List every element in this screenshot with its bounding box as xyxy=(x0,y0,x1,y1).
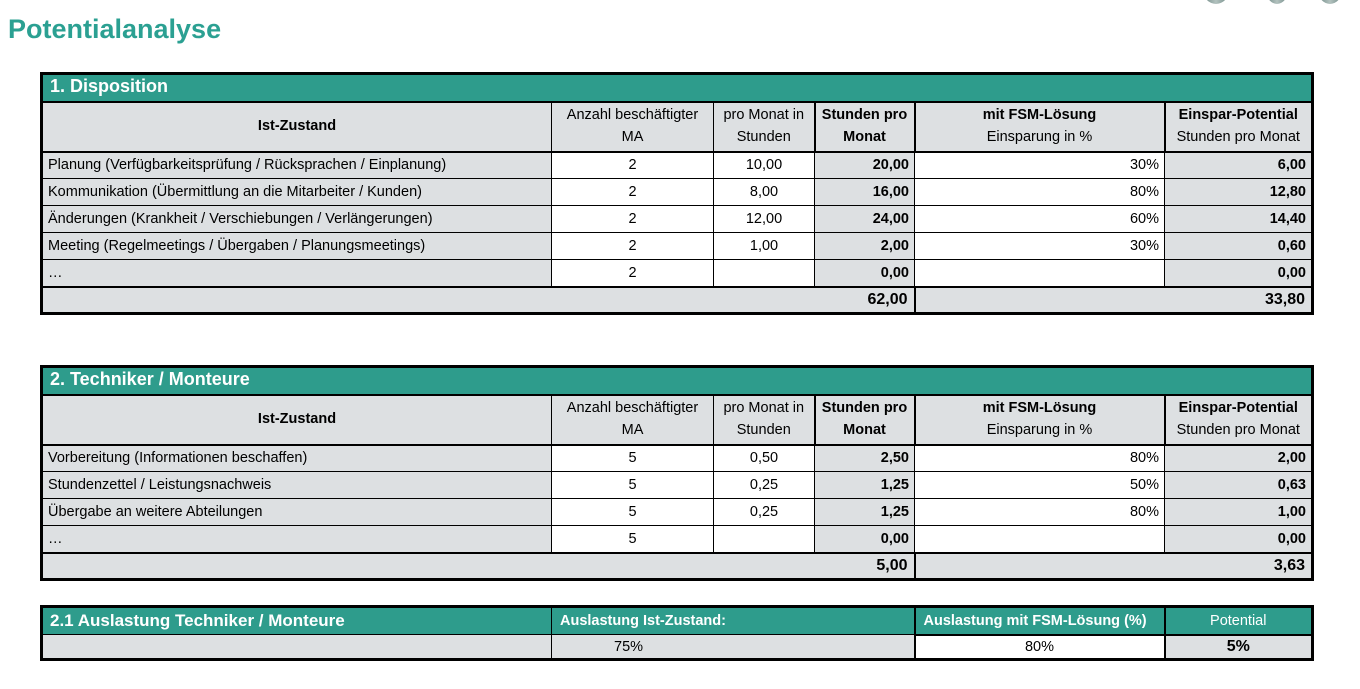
pro-monat-cell[interactable] xyxy=(714,526,815,553)
header-auslastung-fsm: Auslastung mit FSM-Lösung (%) xyxy=(915,607,1165,635)
table-row xyxy=(42,152,1313,179)
anzahl-ma-cell[interactable]: 5 xyxy=(552,472,714,499)
anzahl-ma-cell[interactable]: 2 xyxy=(552,179,714,206)
anzahl-ma-cell[interactable]: 5 xyxy=(552,499,714,526)
einsparung-cell[interactable]: 80% xyxy=(915,499,1165,526)
disposition-table xyxy=(40,72,1314,315)
col-header-fsm-loesung: mit FSM-Lösung Einsparung in % xyxy=(915,395,1165,445)
total-row xyxy=(42,553,1313,580)
einspar-potential-cell: 12,80 xyxy=(1165,179,1313,206)
stunden-pro-monat-cell: 0,00 xyxy=(815,526,915,553)
col-header-einspar-potential: Einspar-Potential Stunden pro Monat xyxy=(1165,395,1313,445)
einsparung-cell[interactable]: 30% xyxy=(915,233,1165,260)
pro-monat-cell[interactable]: 1,00 xyxy=(714,233,815,260)
col-header-ist-zustand: Ist-Zustand xyxy=(42,395,552,445)
row-label: Meeting (Regelmeetings / Übergaben / Planungsmeetings) xyxy=(42,233,552,260)
row-label: Übergabe an weitere Abteilungen xyxy=(42,499,552,526)
einsparung-cell[interactable]: 80% xyxy=(915,179,1165,206)
pro-monat-cell[interactable]: 10,00 xyxy=(714,152,815,179)
stunden-pro-monat-cell: 1,25 xyxy=(815,499,915,526)
table-row xyxy=(42,526,1313,553)
header-auslastung-ist: Auslastung Ist-Zustand: xyxy=(552,607,915,635)
col-header-stunden-pro-monat: Stunden pro Monat xyxy=(815,102,915,152)
col-header-ist-zustand: Ist-Zustand xyxy=(42,102,552,152)
row-label: Änderungen (Krankheit / Verschiebungen / Verlängerungen) xyxy=(42,206,552,233)
anzahl-ma-cell[interactable]: 2 xyxy=(552,206,714,233)
total-einspar-potential: 3,63 xyxy=(915,553,1313,580)
auslastung-table xyxy=(40,605,1314,661)
pro-monat-cell[interactable]: 12,00 xyxy=(714,206,815,233)
einspar-potential-cell: 2,00 xyxy=(1165,445,1313,472)
einspar-potential-cell: 6,00 xyxy=(1165,152,1313,179)
col-header-anzahl-ma: Anzahl beschäftigter MA xyxy=(552,395,714,445)
einsparung-cell[interactable] xyxy=(915,526,1165,553)
anzahl-ma-cell[interactable]: 2 xyxy=(552,152,714,179)
empty-cell xyxy=(42,635,552,660)
total-stunden-pro-monat: 5,00 xyxy=(42,553,915,580)
col-header-stunden-pro-monat: Stunden pro Monat xyxy=(815,395,915,445)
table-row xyxy=(42,179,1313,206)
row-label: … xyxy=(42,260,552,287)
logo-arc-icon xyxy=(1203,0,1229,4)
auslastung-ist-value[interactable]: 75% xyxy=(552,635,915,660)
stunden-pro-monat-cell: 20,00 xyxy=(815,152,915,179)
einsparung-cell[interactable]: 50% xyxy=(915,472,1165,499)
pro-monat-cell[interactable] xyxy=(714,260,815,287)
anzahl-ma-cell[interactable]: 2 xyxy=(552,260,714,287)
col-header-einspar-potential: Einspar-Potential Stunden pro Monat xyxy=(1165,102,1313,152)
table-row xyxy=(42,445,1313,472)
table-row xyxy=(42,499,1313,526)
pro-monat-cell[interactable]: 8,00 xyxy=(714,179,815,206)
section-title-techniker: 2. Techniker / Monteure xyxy=(42,367,1313,395)
row-label: Kommunikation (Übermittlung an die Mitarbeiter / Kunden) xyxy=(42,179,552,206)
pro-monat-cell[interactable]: 0,25 xyxy=(714,499,815,526)
total-einspar-potential: 33,80 xyxy=(915,287,1313,314)
table-row xyxy=(42,206,1313,233)
einspar-potential-cell: 1,00 xyxy=(1165,499,1313,526)
row-label: Planung (Verfügbarkeitsprüfung / Rücksprachen / Einplanung) xyxy=(42,152,552,179)
einsparung-cell[interactable] xyxy=(915,260,1165,287)
logo-arc-icon xyxy=(1266,0,1288,4)
row-label: Stundenzettel / Leistungsnachweis xyxy=(42,472,552,499)
col-header-pro-monat: pro Monat in Stunden xyxy=(714,395,815,445)
einsparung-cell[interactable]: 30% xyxy=(915,152,1165,179)
table-row xyxy=(42,472,1313,499)
row-label: … xyxy=(42,526,552,553)
einspar-potential-cell: 0,00 xyxy=(1165,260,1313,287)
einspar-potential-cell: 0,60 xyxy=(1165,233,1313,260)
col-header-anzahl-ma: Anzahl beschäftigter MA xyxy=(552,102,714,152)
pro-monat-cell[interactable]: 0,25 xyxy=(714,472,815,499)
cropped-logo xyxy=(1150,0,1360,6)
stunden-pro-monat-cell: 24,00 xyxy=(815,206,915,233)
anzahl-ma-cell[interactable]: 5 xyxy=(552,526,714,553)
auslastung-fsm-value[interactable]: 80% xyxy=(915,635,1165,660)
col-header-pro-monat: pro Monat in Stunden xyxy=(714,102,815,152)
row-label: Vorbereitung (Informationen beschaffen) xyxy=(42,445,552,472)
techniker-table xyxy=(40,365,1314,581)
table-row xyxy=(42,233,1313,260)
potential-value: 5% xyxy=(1165,635,1313,660)
col-header-fsm-loesung: mit FSM-Lösung Einsparung in % xyxy=(915,102,1165,152)
section-title-auslastung: 2.1 Auslastung Techniker / Monteure xyxy=(42,607,552,635)
pro-monat-cell[interactable]: 0,50 xyxy=(714,445,815,472)
stunden-pro-monat-cell: 0,00 xyxy=(815,260,915,287)
einspar-potential-cell: 0,63 xyxy=(1165,472,1313,499)
total-row xyxy=(42,287,1313,314)
stunden-pro-monat-cell: 2,00 xyxy=(815,233,915,260)
einsparung-cell[interactable]: 60% xyxy=(915,206,1165,233)
logo-arc-icon xyxy=(1318,0,1342,4)
section-title-disposition: 1. Disposition xyxy=(42,74,1313,102)
einsparung-cell[interactable]: 80% xyxy=(915,445,1165,472)
anzahl-ma-cell[interactable]: 2 xyxy=(552,233,714,260)
einspar-potential-cell: 0,00 xyxy=(1165,526,1313,553)
page-title: Potentialanalyse xyxy=(8,14,222,44)
table-row xyxy=(42,260,1313,287)
einspar-potential-cell: 14,40 xyxy=(1165,206,1313,233)
total-stunden-pro-monat: 62,00 xyxy=(42,287,915,314)
stunden-pro-monat-cell: 2,50 xyxy=(815,445,915,472)
stunden-pro-monat-cell: 1,25 xyxy=(815,472,915,499)
header-potential: Potential xyxy=(1165,607,1313,635)
anzahl-ma-cell[interactable]: 5 xyxy=(552,445,714,472)
stunden-pro-monat-cell: 16,00 xyxy=(815,179,915,206)
